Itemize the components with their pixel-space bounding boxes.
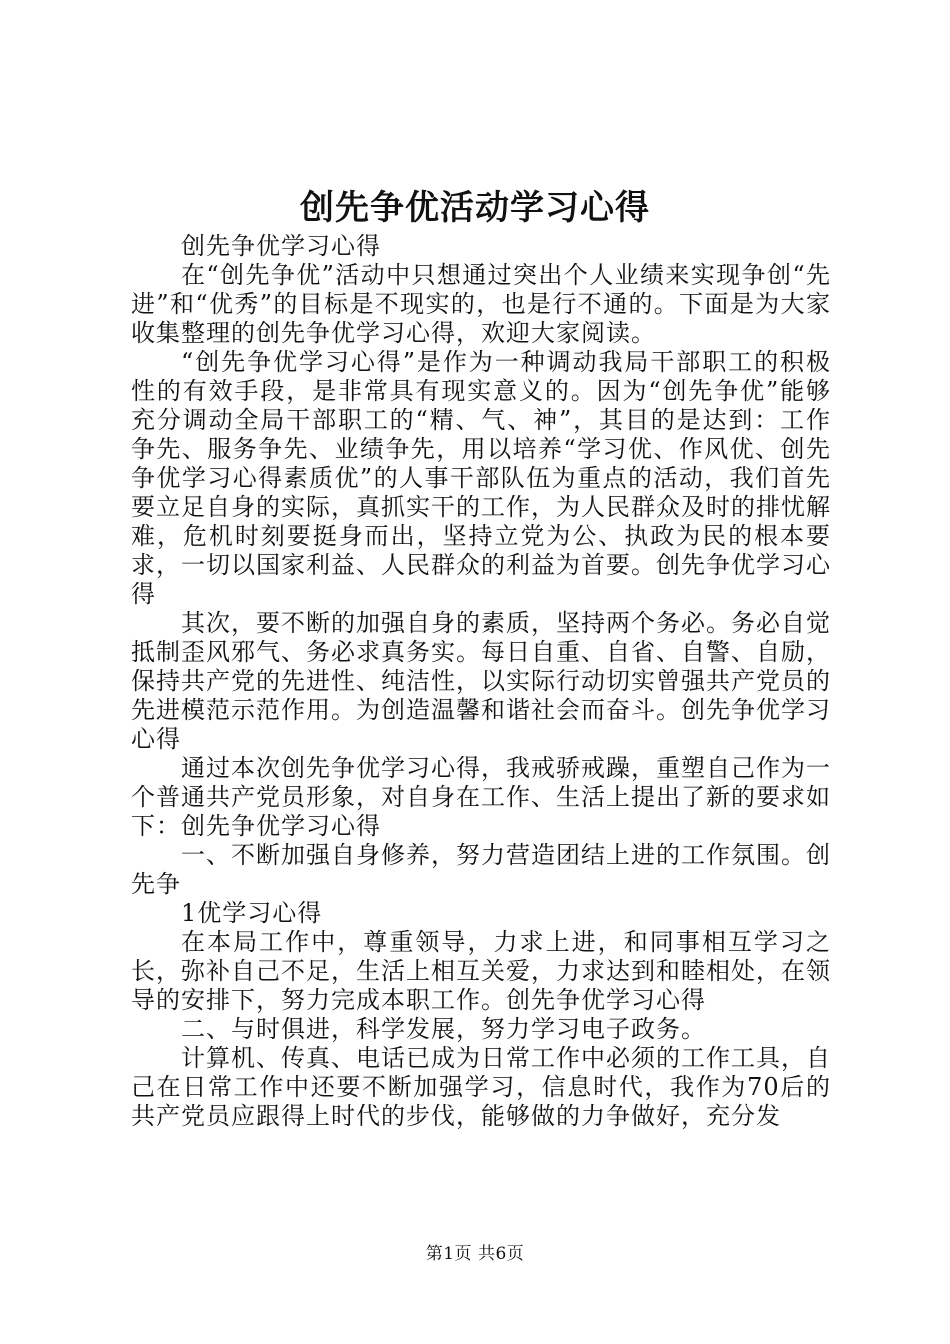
paragraph: 一、不断加强自身修养，努力营造团结上进的工作氛围。创先争 [131, 841, 831, 898]
paragraph: 其次，要不断的加强自身的素质，坚持两个务必。务必自觉抵制歪风邪气、务必求真务实。每日自重、自省、自警、自励，保持共产党的先进性、纯洁性，以实际行动切实曾强共产党员的先进模范示范作用。为创造温馨和谐社会而奋斗。创先争优学习心得 [131, 609, 831, 753]
document-body [131, 232, 831, 1131]
paragraph: 在本局工作中，尊重领导，力求上进，和同事相互学习之长，弥补自己不足，生活上相互关爱，力求达到和睦相处，在领导的安排下，努力完成本职工作。创先争优学习心得 [131, 928, 831, 1014]
paragraph: “创先争优学习心得”是作为一种调动我局干部职工的积极性的有效手段，是非常具有现实意义的。因为“创先争优”能够充分调动全局干部职工的“精、气、神”，其目的是达到：工作争先、服务争先、业绩争先，用以培养“学习优、作风优、创先争优学习心得素质优”的人事干部队伍为重点的活动，我们首先要立足自身的实际，真抓实干的工作，为人民群众及时的排忧解难，危机时刻要挺身而出，坚持立党为公、执政为民的根本要求，一切以国家利益、人民群众的利益为首要。创先争优学习心得 [131, 348, 831, 608]
paragraph-subtitle: 创先争优学习心得 [181, 232, 381, 260]
paragraph: 1优学习心得 [181, 899, 323, 927]
page-footer: 第1页 共6页 [425, 1244, 525, 1264]
paragraph: 通过本次创先争优学习心得，我戒骄戒躁，重塑自己作为一个普通共产党员形象，对自身在工作、生活上提出了新的要求如下：创先争优学习心得 [131, 754, 831, 840]
paragraph: 在“创先争优”活动中只想通过突出个人业绩来实现争创“先进”和“优秀”的目标是不现实的，也是行不通的。下面是为大家收集整理的创先争优学习心得，欢迎大家阅读。 [131, 261, 831, 347]
paragraph: 二、与时俱进，科学发展，努力学习电子政务。 [181, 1015, 706, 1043]
document-title: 创先争优活动学习心得 [300, 188, 650, 228]
paragraph: 计算机、传真、电话已成为日常工作中必须的工作工具，自己在日常工作中还要不断加强学习，信息时代，我作为70后的共产党员应跟得上时代的步伐，能够做的力争做好，充分发 [131, 1044, 831, 1130]
